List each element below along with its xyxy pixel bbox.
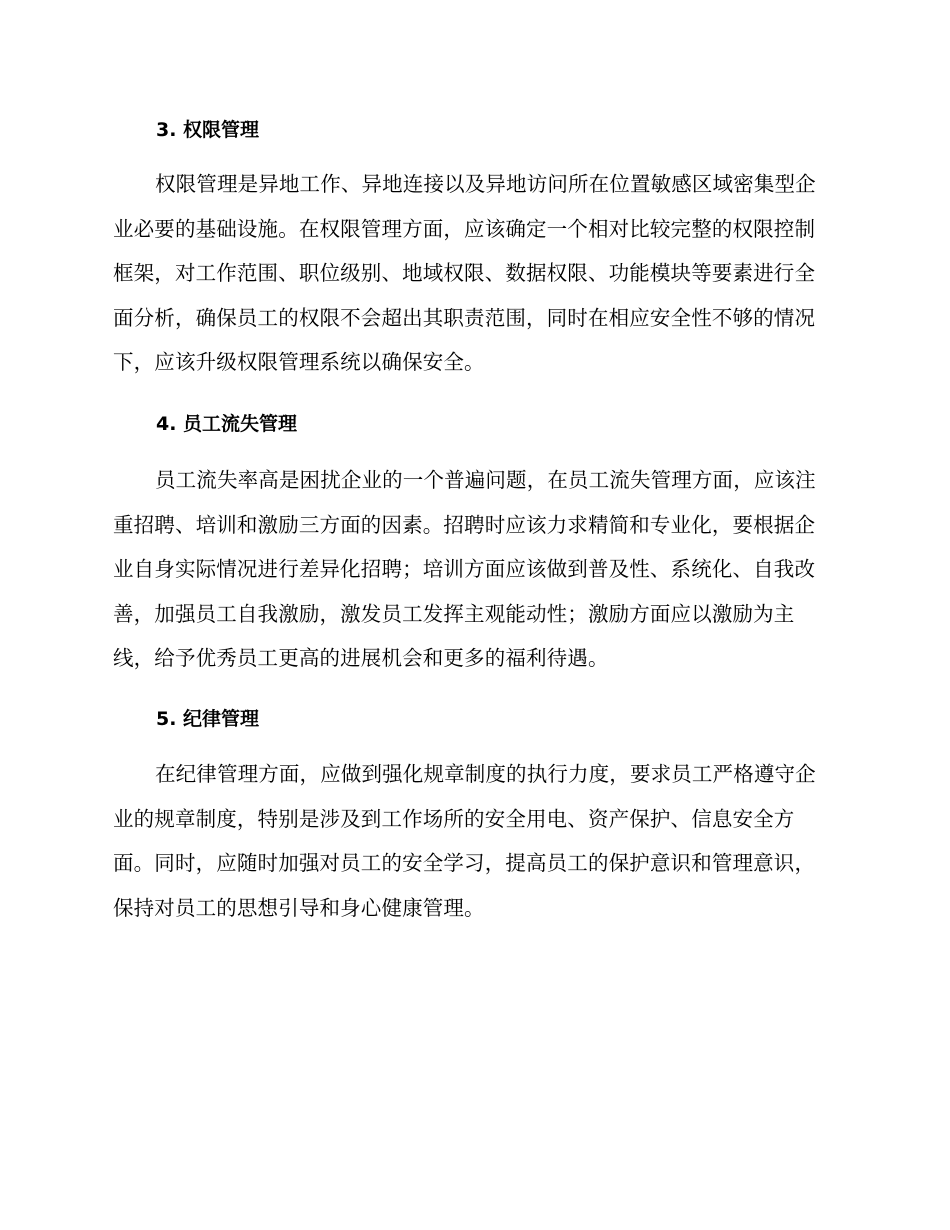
section-heading-permission-management: 3. 权限管理	[156, 119, 260, 141]
section-paragraph-employee-turnover-management: 员工流失率高是困扰企业的一个普遍问题，在员工流失管理方面，应该注重招聘、培训和激励三方面的因素。招聘时应该力求精简和专业化，要根据企业自身实际情况进行差异化招聘；培训方面应该做到普及性、系统化、自我改善，加强员工自我激励，激发员工发挥主观能动性；激励方面应以激励为主线，给予优秀员工更高的进展机会和更多的福利待遇。	[113, 468, 816, 670]
section-heading-discipline-management: 5. 纪律管理	[156, 708, 260, 730]
section-paragraph-permission-management: 权限管理是异地工作、异地连接以及异地访问所在位置敏感区域密集型企业必要的基础设施。在权限管理方面，应该确定一个相对比较完整的权限控制框架，对工作范围、职位级别、地域权限、数据权限、功能模块等要素进行全面分析，确保员工的权限不会超出其职责范围，同时在相应安全性不够的情况下，应该升级权限管理系统以确保安全。	[113, 172, 816, 374]
section-paragraph-discipline-management: 在纪律管理方面，应做到强化规章制度的执行力度，要求员工严格遵守企业的规章制度，特别是涉及到工作场所的安全用电、资产保护、信息安全方面。同时，应随时加强对员工的安全学习，提高员工的保护意识和管理意识，保持对员工的思想引导和身心健康管理。	[113, 762, 816, 920]
section-heading-employee-turnover-management: 4. 员工流失管理	[156, 413, 298, 435]
